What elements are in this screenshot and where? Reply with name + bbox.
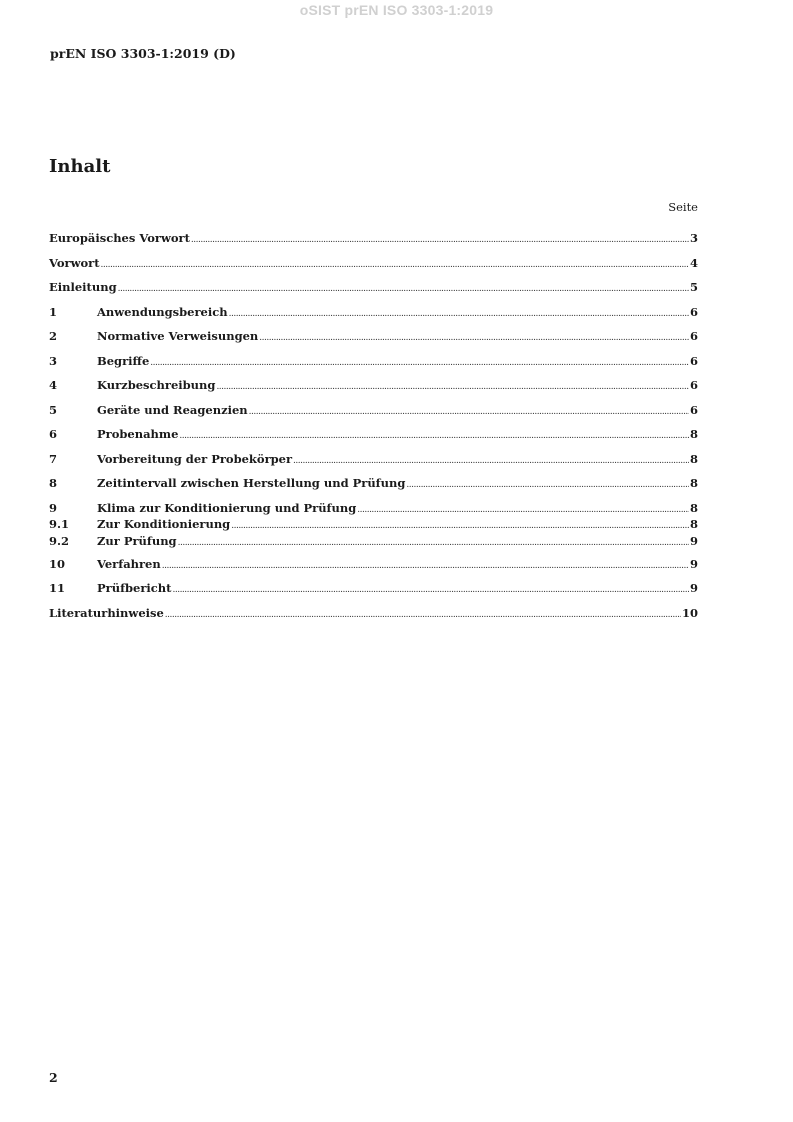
toc-dot-leader	[216, 380, 689, 394]
toc-entry[interactable]	[49, 534, 698, 548]
toc-entry-page: 8	[689, 517, 698, 531]
toc-entry-title: Probenahme	[97, 427, 179, 441]
toc-entry[interactable]	[49, 581, 698, 595]
toc-entry-number: 9	[49, 501, 58, 515]
toc-entry-page: 8	[689, 501, 698, 515]
toc-entry[interactable]	[49, 452, 698, 466]
toc-dot-leader	[178, 536, 689, 550]
page-column-label: Seite	[668, 200, 698, 214]
toc-entry-number: 4	[49, 378, 58, 392]
toc-dot-leader	[293, 454, 689, 468]
toc-entry[interactable]	[49, 354, 698, 368]
toc-entry[interactable]	[49, 378, 698, 392]
toc-dot-leader	[165, 608, 681, 622]
toc-entry-number: 1	[49, 305, 58, 319]
toc-entry-title: Zeitintervall zwischen Herstellung und Prüfung	[97, 476, 406, 490]
toc-dot-leader	[179, 429, 689, 443]
toc-entry-page: 9	[689, 534, 698, 548]
toc-entry-title: Zur Konditionierung	[97, 517, 231, 531]
toc-entry-title: Zur Prüfung	[97, 534, 177, 548]
toc-entry-number: 7	[49, 452, 58, 466]
document-id: prEN ISO 3303-1:2019 (D)	[50, 46, 236, 61]
toc-entry-number: 9.2	[49, 534, 70, 548]
toc-entry-title: Einleitung	[49, 280, 117, 294]
toc-entry-number: 2	[49, 329, 58, 343]
toc-dot-leader	[259, 331, 689, 345]
toc-dot-leader	[172, 583, 689, 597]
toc-entry-page: 8	[689, 476, 698, 490]
watermark: oSIST prEN ISO 3303-1:2019	[299, 2, 494, 18]
toc-entry[interactable]	[49, 427, 698, 441]
toc-dot-leader	[229, 307, 689, 321]
toc-dot-leader	[118, 282, 689, 296]
toc-entry-number: 10	[49, 557, 66, 571]
toc-entry-page: 6	[689, 354, 698, 368]
toc-entry-page: 9	[689, 557, 698, 571]
toc-heading: Inhalt	[49, 156, 111, 177]
toc-entry-page: 6	[689, 403, 698, 417]
toc-entry-number: 3	[49, 354, 58, 368]
toc-entry[interactable]	[49, 329, 698, 343]
toc-entry[interactable]	[49, 517, 698, 531]
toc-entry-title: Begriffe	[97, 354, 150, 368]
toc-entry-title: Verfahren	[97, 557, 161, 571]
toc-dot-leader	[191, 233, 689, 247]
toc-dot-leader	[101, 258, 689, 272]
toc-entry-title: Literaturhinweise	[49, 606, 164, 620]
toc-entry-number: 8	[49, 476, 58, 490]
toc-entry-title: Anwendungsbereich	[97, 305, 228, 319]
toc-dot-leader	[357, 503, 689, 517]
toc-entry-number: 5	[49, 403, 58, 417]
toc-entry-number: 11	[49, 581, 66, 595]
toc-entry-page: 4	[689, 256, 698, 270]
toc-entry-title: Vorbereitung der Probekörper	[97, 452, 293, 466]
toc-entry-number: 6	[49, 427, 58, 441]
toc-entry-page: 5	[689, 280, 698, 294]
toc-entry[interactable]	[49, 476, 698, 490]
page-number: 2	[49, 1070, 58, 1085]
toc-entry[interactable]	[49, 256, 698, 270]
toc-dot-leader	[162, 559, 689, 573]
toc-entry[interactable]	[49, 501, 698, 515]
toc-entry[interactable]	[49, 280, 698, 294]
toc-entry-page: 9	[689, 581, 698, 595]
toc-entry-page: 6	[689, 378, 698, 392]
toc-entry[interactable]	[49, 305, 698, 319]
toc-entry-title: Prüfbericht	[97, 581, 172, 595]
toc-entry-title: Geräte und Reagenzien	[97, 403, 248, 417]
toc-entry-number: 9.1	[49, 517, 70, 531]
toc-entry[interactable]	[49, 557, 698, 571]
toc-entry-page: 6	[689, 305, 698, 319]
toc-entry[interactable]	[49, 403, 698, 417]
toc-entry-page: 8	[689, 427, 698, 441]
toc-entry-title: Vorwort	[49, 256, 100, 270]
toc-entry-title: Kurzbeschreibung	[97, 378, 216, 392]
toc-entry[interactable]	[49, 231, 698, 245]
toc-entry-page: 8	[689, 452, 698, 466]
toc-dot-leader	[249, 405, 689, 419]
toc-entry-page: 10	[681, 606, 698, 620]
toc-entry-title: Klima zur Konditionierung und Prüfung	[97, 501, 357, 515]
toc-entry[interactable]	[49, 606, 698, 620]
toc-entry-title: Europäisches Vorwort	[49, 231, 190, 245]
toc-entry-page: 6	[689, 329, 698, 343]
toc-dot-leader	[406, 478, 689, 492]
toc-entry-page: 3	[689, 231, 698, 245]
toc-dot-leader	[150, 356, 689, 370]
toc-entry-title: Normative Verweisungen	[97, 329, 259, 343]
toc-dot-leader	[231, 519, 689, 533]
